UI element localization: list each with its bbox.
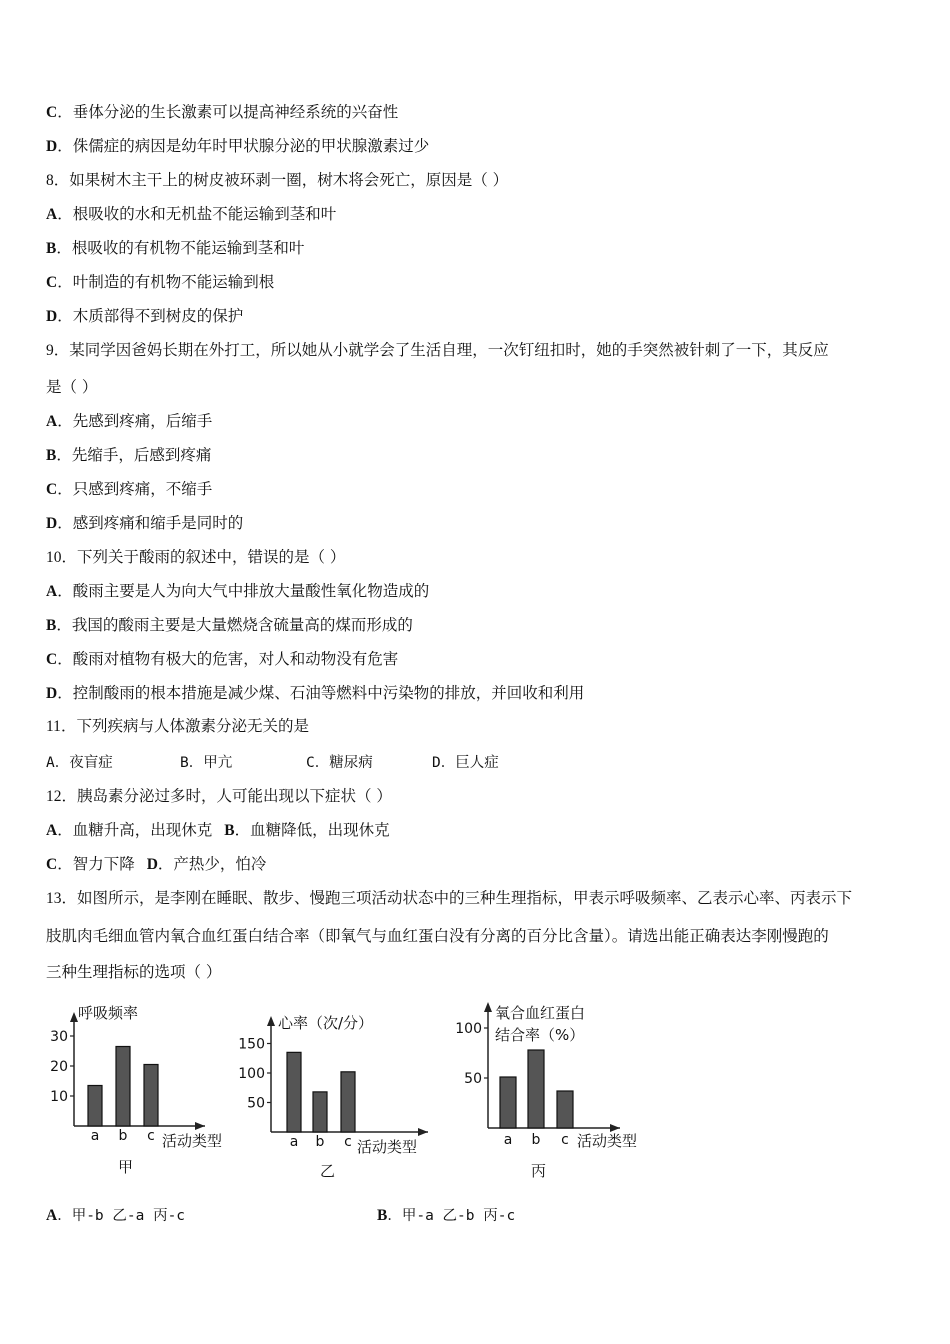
y-axis-arrow <box>70 1012 78 1022</box>
chart-heart-rate <box>228 1004 438 1184</box>
category-label: c <box>344 1134 352 1150</box>
y-tick-label: 100 <box>238 1066 265 1082</box>
category-label: b <box>315 1134 325 1150</box>
category-label: c <box>147 1128 155 1144</box>
chart-title: 呼吸频率 <box>78 1004 139 1022</box>
category-label: b <box>531 1132 541 1148</box>
option-line: C．叶制造的有机物不能运输到根 <box>46 273 275 291</box>
option-b: B．甲亢 <box>180 755 233 771</box>
option-line: B．甲-a 乙-b 丙-c <box>377 1207 516 1224</box>
option-line: B．先缩手，后感到疼痛 <box>46 446 212 464</box>
option-line: A．甲-b 乙-a 丙-c <box>46 1207 186 1224</box>
bar-a <box>88 1086 102 1127</box>
option-line: A．酸雨主要是人为向大气中排放大量酸性氧化物造成的 <box>46 582 430 600</box>
option-a: A．夜盲症 <box>46 755 113 771</box>
x-axis-arrow <box>195 1122 205 1130</box>
question-9-cont: 是（ ） <box>46 378 98 396</box>
category-label: a <box>503 1132 513 1148</box>
y-axis-arrow <box>484 1002 492 1012</box>
option-line: C．垂体分泌的生长激素可以提高神经系统的兴奋性 <box>46 103 399 121</box>
bar-b <box>313 1092 327 1132</box>
question-13: 13．如图所示，是李刚在睡眠、散步、慢跑三项活动状态中的三种生理指标，甲表示呼吸频率、乙表示心率、丙表示下 <box>46 889 853 907</box>
option-line: C．酸雨对植物有极大的危害，对人和动物没有危害 <box>46 650 399 668</box>
chart-title-line: 氧合血红蛋白 <box>495 1004 586 1022</box>
chart-caption: 丙 <box>531 1162 547 1180</box>
option-line: B．我国的酸雨主要是大量燃烧含硫量高的煤而形成的 <box>46 616 413 634</box>
chart-oxyhemoglobin <box>445 998 655 1183</box>
question-12: 12．胰岛素分泌过多时，人可能出现以下症状（ ） <box>46 787 392 805</box>
bar-c <box>144 1065 158 1127</box>
option-line: B．根吸收的有机物不能运输到茎和叶 <box>46 239 305 257</box>
category-label: a <box>90 1128 100 1144</box>
option-line: D．侏儒症的病因是幼年时甲状腺分泌的甲状腺激素过少 <box>46 137 430 155</box>
option-line: C．智力下降 D．产热少，怕冷 <box>46 855 267 873</box>
bar-c <box>341 1072 355 1132</box>
question-9: 9．某同学因爸妈长期在外打工，所以她从小就学会了生活自理，一次钉纽扣时，她的手突然被针刺了一下，其反应 <box>46 341 829 359</box>
option-line: D．控制酸雨的根本措施是减少煤、石油等燃料中污染物的排放，并回收和利用 <box>46 684 585 702</box>
y-tick-label: 100 <box>455 1021 482 1037</box>
bar-b <box>116 1047 130 1127</box>
question-13-cont: 三种生理指标的选项（ ） <box>46 963 222 981</box>
chart-respiration <box>40 998 240 1183</box>
y-tick-label: 30 <box>50 1029 68 1045</box>
bar-a <box>500 1077 516 1128</box>
chart-title-line: 结合率（%） <box>495 1026 585 1044</box>
chart-caption: 乙 <box>320 1162 336 1180</box>
question-10: 10．下列关于酸雨的叙述中，错误的是（ ） <box>46 548 346 566</box>
option-line: D．感到疼痛和缩手是同时的 <box>46 514 244 532</box>
option-line: D．木质部得不到树皮的保护 <box>46 307 244 325</box>
y-tick-label: 50 <box>464 1071 482 1087</box>
bar-a <box>287 1052 301 1132</box>
question-11: 11．下列疾病与人体激素分泌无关的是 <box>46 717 309 735</box>
x-axis-label: 活动类型 <box>577 1132 638 1150</box>
x-axis-arrow <box>610 1124 620 1132</box>
y-tick-label: 10 <box>50 1089 68 1105</box>
y-tick-label: 150 <box>238 1036 265 1053</box>
option-d: D．巨人症 <box>432 755 499 771</box>
category-label: a <box>289 1134 299 1150</box>
x-axis-arrow <box>418 1128 428 1136</box>
option-line: A．血糖升高，出现休克 B．血糖降低，出现休克 <box>46 821 390 839</box>
y-tick-label: 20 <box>50 1059 68 1075</box>
chart-caption: 甲 <box>118 1158 134 1176</box>
y-axis-arrow <box>267 1016 275 1026</box>
question-11-options <box>46 753 499 773</box>
y-tick-label: 50 <box>247 1095 265 1112</box>
option-c: C．糖尿病 <box>306 755 373 771</box>
option-line: A．根吸收的水和无机盐不能运输到茎和叶 <box>46 205 337 223</box>
bar-c <box>557 1091 573 1128</box>
question-13-cont: 肢肌肉毛细血管内氧合血红蛋白结合率（即氧气与血红蛋白没有分离的百分比含量）。请选出能正确表达李刚慢跑的 <box>46 927 829 945</box>
option-line: A．先感到疼痛，后缩手 <box>46 412 213 430</box>
chart-title: 心率（次/分） <box>278 1014 374 1032</box>
category-label: c <box>561 1132 569 1148</box>
option-line: C．只感到疼痛，不缩手 <box>46 480 213 498</box>
category-label: b <box>118 1128 128 1144</box>
bar-b <box>528 1050 544 1128</box>
x-axis-label: 活动类型 <box>162 1132 223 1150</box>
question-8: 8．如果树木主干上的树皮被环剥一圈，树木将会死亡，原因是（ ） <box>46 171 509 189</box>
x-axis-label: 活动类型 <box>357 1138 418 1156</box>
